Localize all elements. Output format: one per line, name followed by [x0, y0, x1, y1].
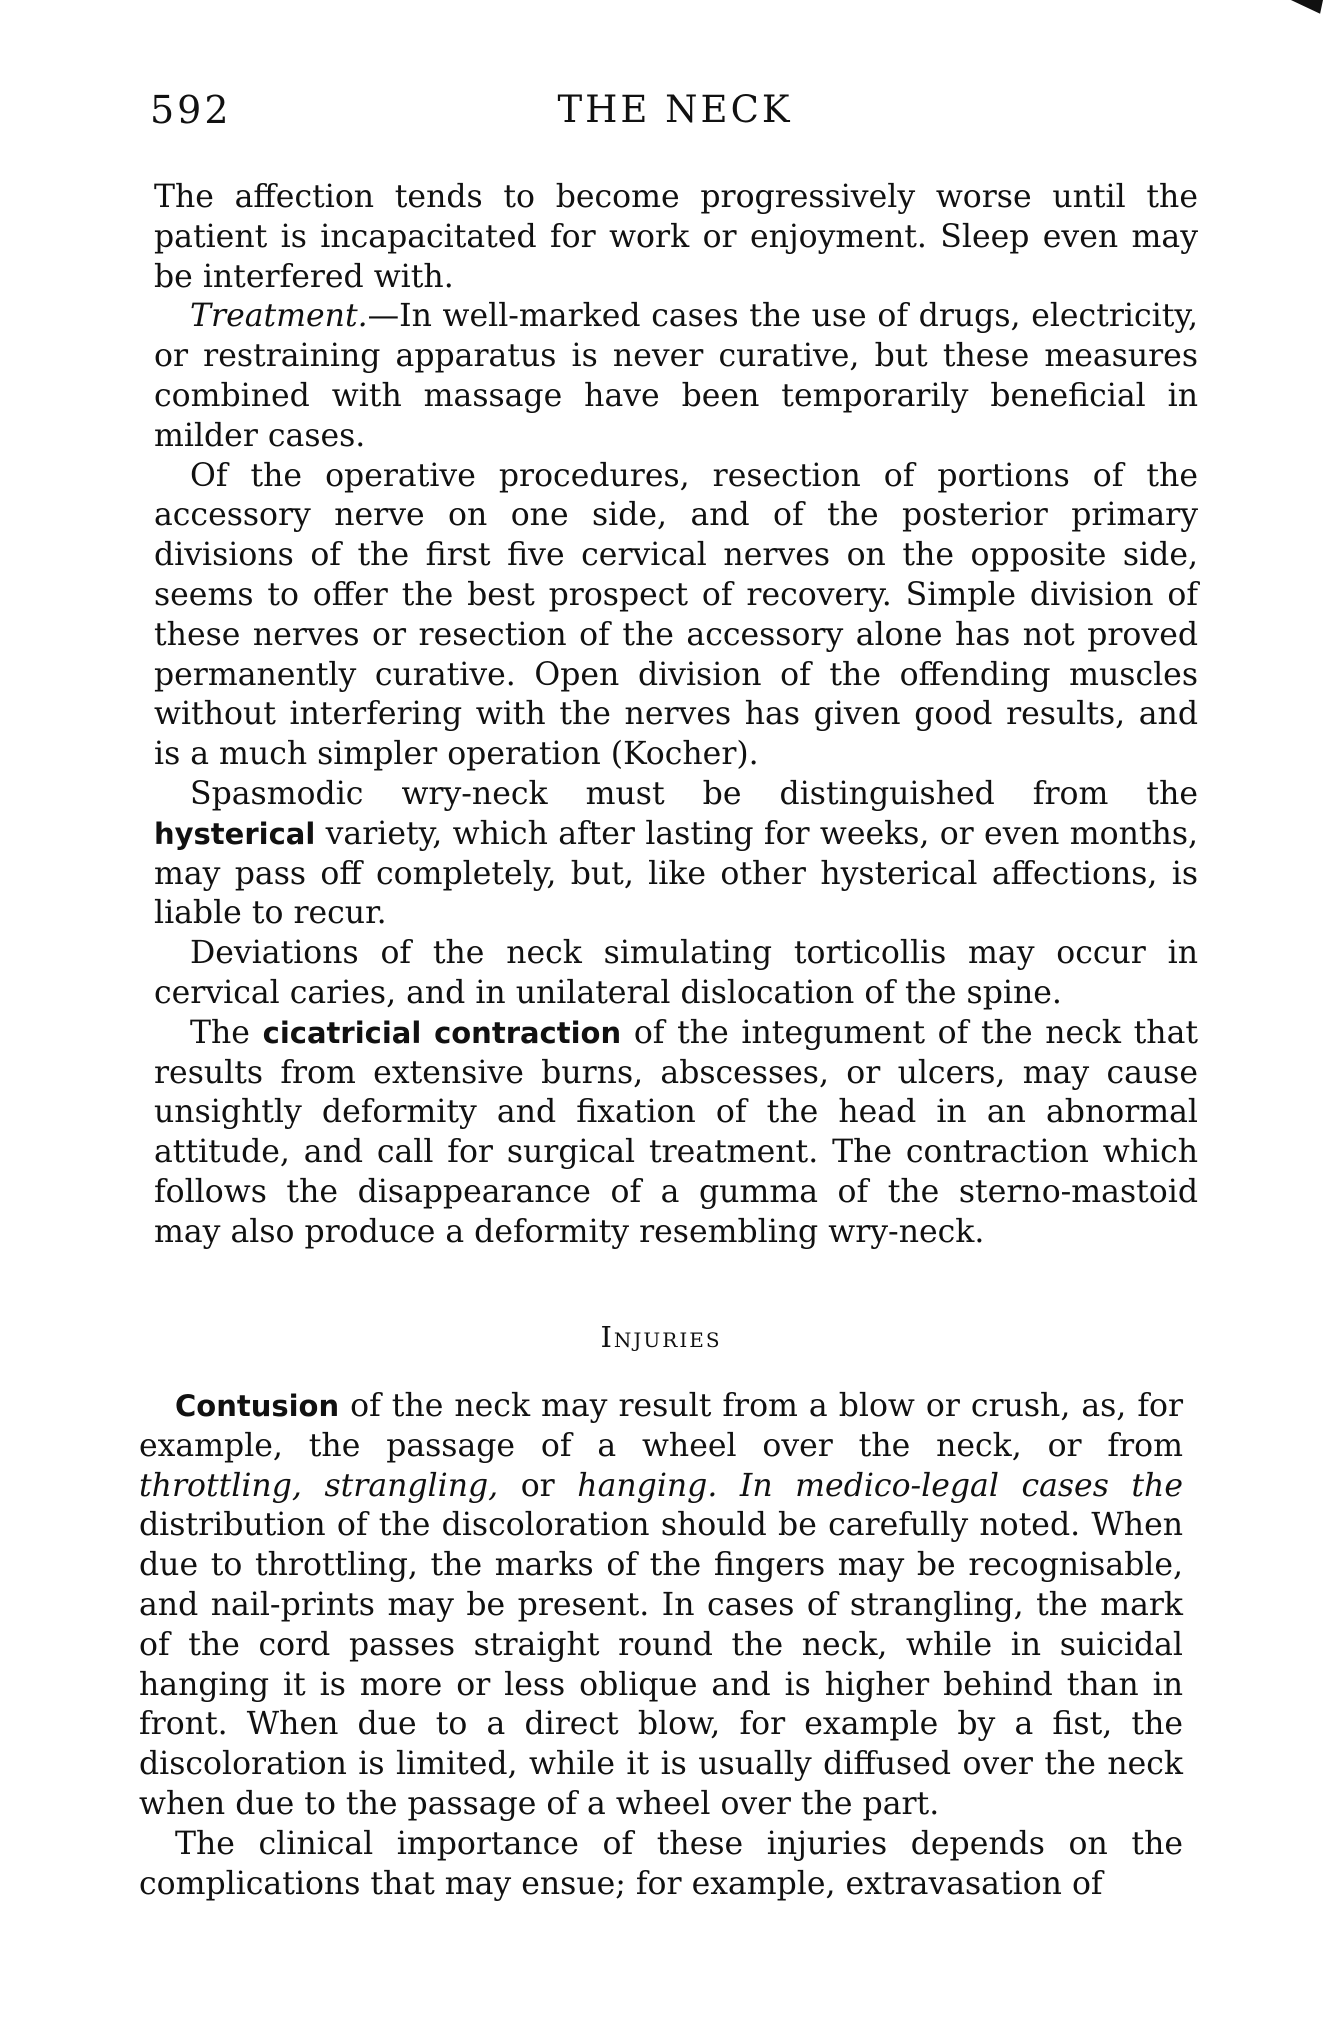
- paragraph-clinical-importance: The clinical importance of these injuries depends on the complications that may ensue; for example, extravasation of: [139, 1825, 1183, 1902]
- upper-body-text: [154, 178, 1198, 1253]
- paragraph-cicatricial: [154, 1014, 1198, 1253]
- page-number: 592: [150, 88, 232, 132]
- cicatricial-text-post: of the integument of the neck that results from extensive burns, abscesses, or ulcers, may cause unsightly deformity and fixation of the head in an abnormal attitude, and call for surgical treatment. The contraction which follows the disappearance of a gumma of the sterno-mastoid may also produce a deformity resembling wry-neck.: [154, 1014, 1199, 1250]
- contusion-text-b: distribution of the discoloration should be carefully noted. When due to throttling, the marks of the fingers may be recognisable, and nail-prints may be present. In cases of strangling, the mark of the cord passes straight round the neck, while in suicidal hanging it is more or less oblique and is higher behind than in front. When due to a direct blow, for example by a fist, the discoloration is limited, while it is usually diffused over the neck when due to the passage of a wheel over the part.: [139, 1507, 1183, 1822]
- contusion-italic-1: throttling, strangling,: [139, 1467, 499, 1504]
- page-header: [150, 88, 1200, 148]
- section-heading-injuries: Injuries: [600, 1320, 722, 1354]
- contusion-italic-2: hanging.: [577, 1467, 718, 1504]
- hysterical-term: hysterical: [154, 816, 316, 851]
- paragraph-deviations: Deviations of the neck simulating torticollis may occur in cervical caries, and in unilateral dislocation of the spine.: [154, 935, 1198, 1011]
- paragraph-affection: The affection tends to become progressively worse until the patient is incapacitated for work or enjoyment. Sleep even may be interfered with.: [154, 179, 1198, 295]
- treatment-heading: Treatment.: [190, 298, 368, 335]
- treatment-text: —In well-marked cases the use of drugs, electricity, or restraining apparatus is never curative, but these measures combined with massage have been temporarily beneficial in milder cases.: [154, 298, 1198, 454]
- cicatricial-term: cicatricial contraction: [262, 1015, 622, 1050]
- contusion-term: Contusion: [175, 1389, 340, 1423]
- paragraph-hysterical: [154, 775, 1198, 934]
- paragraph-treatment: [154, 297, 1198, 456]
- hysterical-text-post: variety, which after lasting for weeks, or even months, may pass off completely, but, like other hysterical affections, is liable to recur.: [154, 815, 1199, 932]
- hysterical-text-pre: Spasmodic wry-neck must be distinguished from the: [190, 775, 1198, 812]
- contusion-or: or: [520, 1467, 555, 1504]
- running-head: THE NECK: [557, 88, 793, 131]
- paragraph-operative: Of the operative procedures, resection of portions of the accessory nerve on one side, and of the posterior primary divisions of the first five cervical nerves on the opposite side, seems to offer the best prospect of recovery. Simple division of these nerves or resection of the accessory alone has not proved permanently curative. Open division of the offending muscles without interfering with the nerves has given good results, and is a much simpler operation (Kocher).: [154, 457, 1198, 773]
- lower-body-text: [139, 1387, 1183, 1904]
- contusion-italic-3: In medico-legal cases the: [739, 1467, 1183, 1504]
- cicatricial-text-pre: The: [190, 1014, 250, 1051]
- corner-scan-mark: [1261, 0, 1323, 14]
- paragraph-contusion: [139, 1387, 1183, 1825]
- contusion-text-a: of the neck may result from a blow or crush, as, for example, the passage of a wheel over the neck, or from: [139, 1388, 1184, 1464]
